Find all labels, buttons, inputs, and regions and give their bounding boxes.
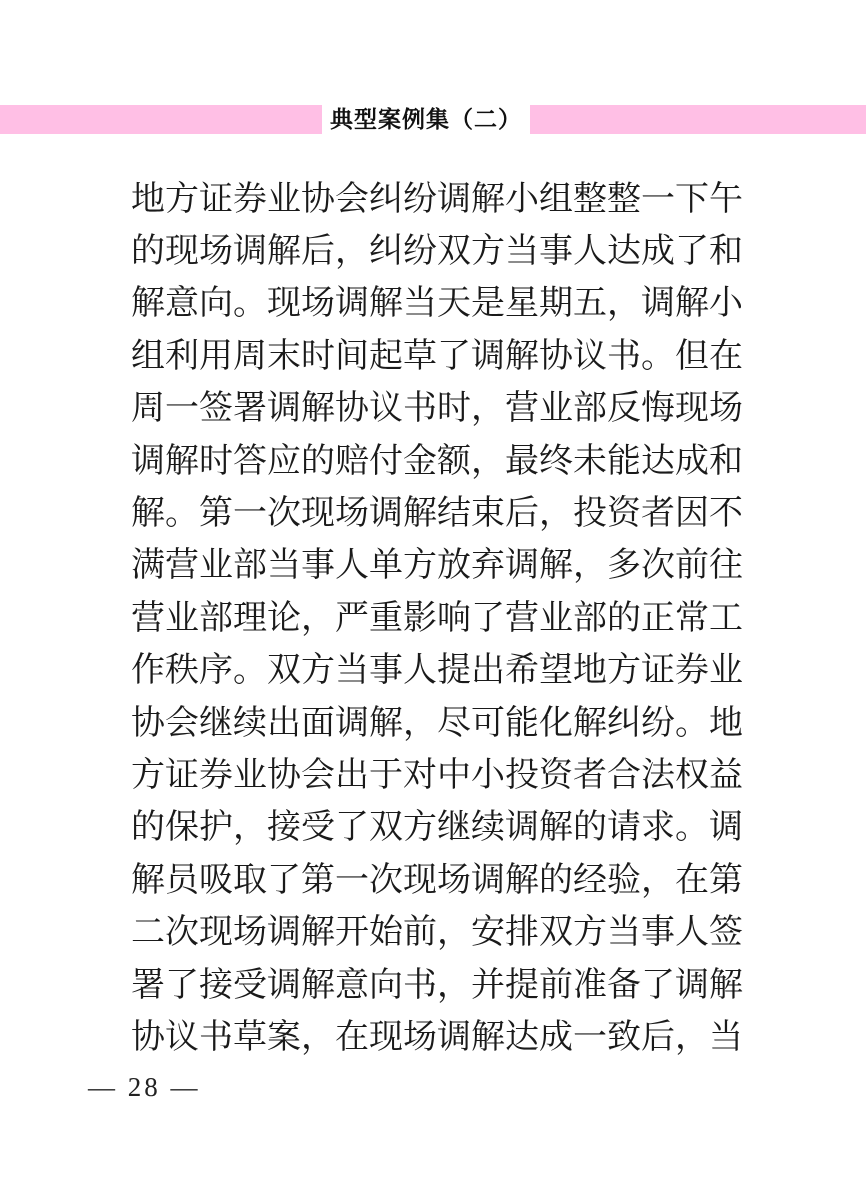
text-line: 署 了 接 受 调 解 意 向 书 ， 并 提 前 准 备 了 调 解 [131,966,743,1004]
text-line: 营 业 部 理 论 ， 严 重 影 响 了 营 业 部 的 正 常 工 [131,599,743,637]
text-line: 满 营 业 部 当 事 人 单 方 放 弃 调 解 ， 多 次 前 往 [131,547,743,585]
body-text [131,169,743,1060]
text-line: 的 现 场 调 解 后 ， 纠 纷 双 方 当 事 人 达 成 了 和 [131,233,743,271]
text-line: 作 秩 序 。 双 方 当 事 人 提 出 希 望 地 方 证 券 业 [131,652,743,690]
text-line: 协 会 继 续 出 面 调 解 ， 尽 可 能 化 解 纠 纷 。 地 [131,704,743,742]
text-line: 组 利 用 周 末 时 间 起 草 了 调 解 协 议 书 。 但 在 [131,337,743,375]
text-line: 地 方 证 券 业 协 会 纠 纷 调 解 小 组 整 整 一 下 午 [131,180,743,218]
header-bar-left [0,105,322,134]
text-line: 的 保 护 ， 接 受 了 双 方 继 续 调 解 的 请 求 。 调 [131,809,743,847]
text-line: 周 一 签 署 调 解 协 议 书 时 ， 营 业 部 反 悔 现 场 [131,390,743,428]
page-header-title: 典型案例集（二） [330,106,522,132]
text-line: 解 员 吸 取 了 第 一 次 现 场 调 解 的 经 验 ， 在 第 [131,861,743,899]
page-header [0,105,866,134]
text-line: 二 次 现 场 调 解 开 始 前 ， 安 排 双 方 当 事 人 签 [131,914,743,952]
page-number: — 28 — [88,1072,201,1102]
text-line: 协 议 书 草 案 ， 在 现 场 调 解 达 成 一 致 后 ， 当 [131,1018,743,1056]
text-line: 解 。 第 一 次 现 场 调 解 结 束 后 ， 投 资 者 因 不 [131,495,743,533]
text-line: 方 证 券 业 协 会 出 于 对 中 小 投 资 者 合 法 权 益 [131,756,743,794]
text-line: 解 意 向 。 现 场 调 解 当 天 是 星 期 五 ， 调 解 小 [131,285,743,323]
text-line: 调 解 时 答 应 的 赔 付 金 额 ， 最 终 未 能 达 成 和 [131,442,743,480]
header-bar-right [530,105,866,134]
